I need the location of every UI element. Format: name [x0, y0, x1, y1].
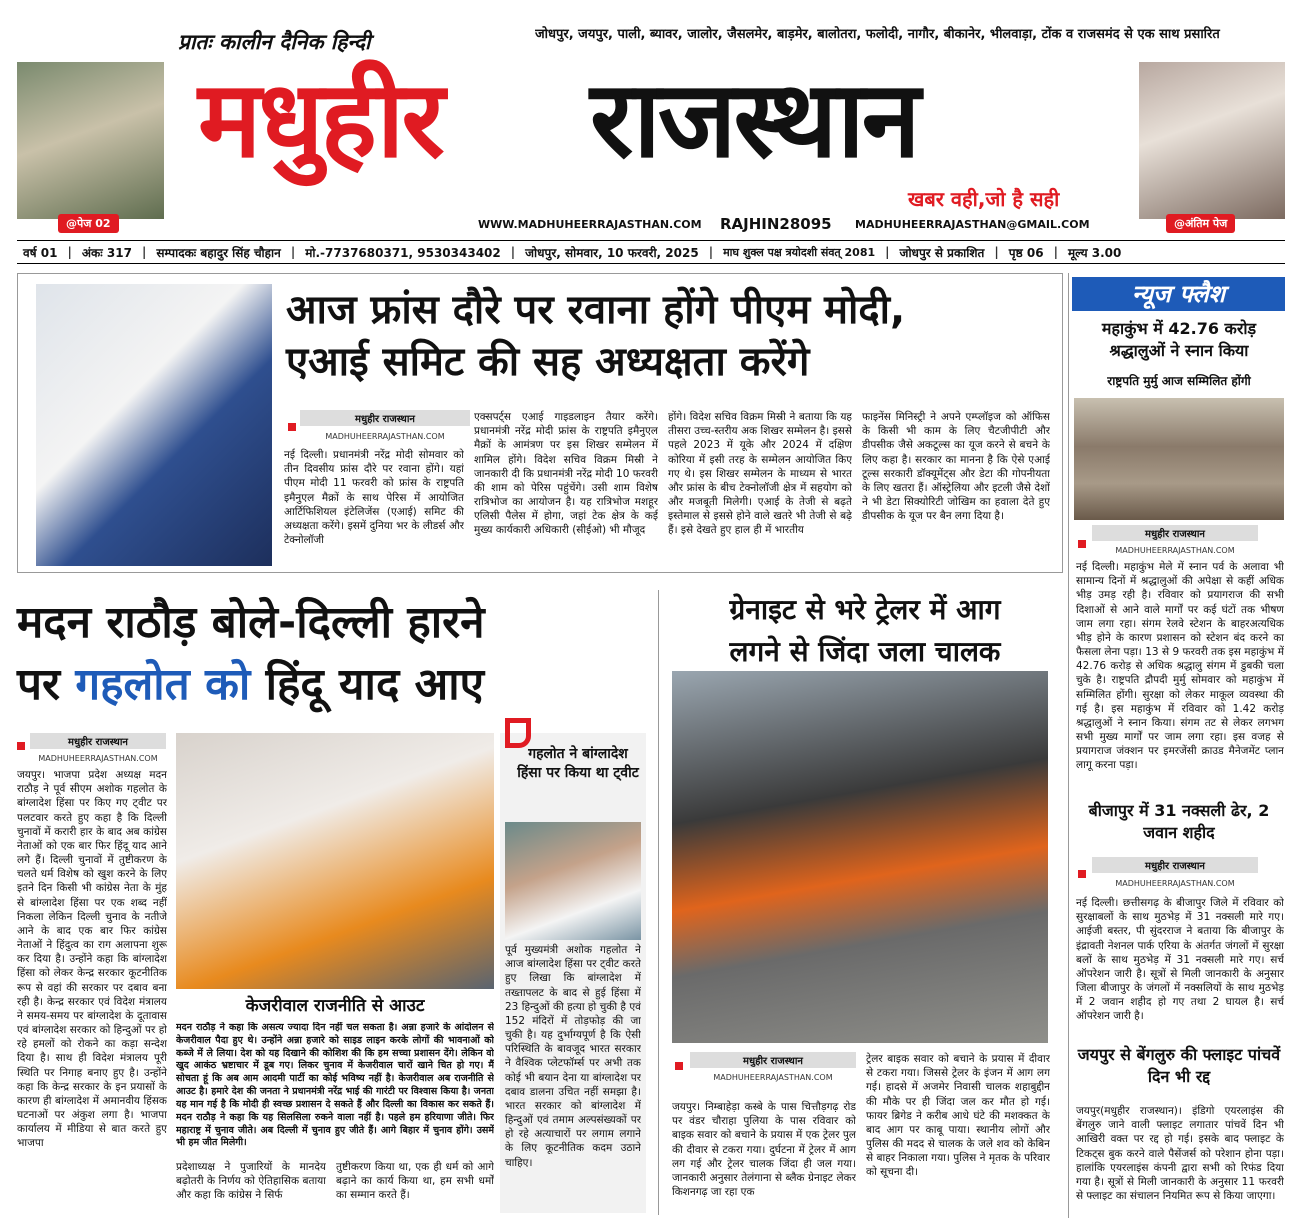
column-divider	[658, 590, 659, 1215]
gehlot-sidebar-title: गहलोत ने बांग्लादेश हिंसा पर किया था ट्वीट	[517, 746, 639, 781]
lead-headline-line2[interactable]: एआई समिट की सह अध्यक्षता करेंगे	[286, 339, 810, 385]
issue-year: वर्ष 01	[23, 245, 58, 260]
rathore-headline-part: पर	[17, 659, 76, 710]
issue-date: जोधपुर, सोमवार, 10 फरवरी, 2025	[525, 245, 699, 260]
right-teaser-photo[interactable]	[1139, 62, 1285, 219]
granite-byline-web: MADHUHEERRAJASTHAN.COM	[713, 1073, 833, 1082]
lead-photo-modi[interactable]	[36, 284, 272, 566]
page-number: पृष्ठ 06	[1008, 245, 1044, 260]
byline-marker	[1078, 540, 1086, 548]
newsflash-headline-2[interactable]: बीजापुर में 31 नक्सली ढेर, 2 जवान शहीद	[1088, 801, 1270, 843]
granite-col-1: जयपुर। निम्बाहेड़ा कस्बे के पास चित्तौड़गढ़ रोड पर वंडर चौराहा पुलिया के पास रविवार को बाइक सवार को बचाने के प्रयास में एक ट्रेलर पुल की दीवार से टकरा गया। दुर्घटना में ट्रेलर में आग लग गई और ट्रेलर चालक जिंदा ही जल गया। जानकारी अनुसार तेलंगाना से ब्लैक ग्रेनाइट लेकर किशनगढ़ जा रहा एक	[672, 1101, 856, 1199]
right-teaser-tag[interactable]: @अंतिम पेज	[1166, 214, 1235, 233]
byline-marker	[1078, 870, 1086, 878]
rathore-headline-highlight: गहलोत को	[75, 659, 251, 710]
issue-info-bar: वर्ष 01 | अंकः 317 | सम्पादकः बहादुर सिंह चौहान | मो.-7737680371, 9530343402 | जोधपुर, सोमवार, 10 फरवरी, 2025 | माघ शुक्ल पक्ष त्रयोदशी संवत् 2081 | जोधपुर से प्रकाशित | पृष्ठ 06 | मूल्य 3.00	[17, 240, 1285, 264]
rathore-photo-caption: केजरीवाल राजनीति से आउट	[245, 996, 425, 1016]
lead-col-2: एक्सपर्ट्स एआई गाइडलाइन तैयार करेंगे। प्रधानमंत्री नरेंद्र मोदी फ्रांस के राष्ट्रपति इमैनुएल मैक्रों के आमंत्रण पर इस शिखर सम्मेलन में शामिल होंगे। विदेश सचिव विक्रम मिस्री ने जानकारी दी कि प्रधानमंत्री नरेंद्र मोदी 10 फरवरी की शाम को पेरिस पहुंचेंगे। उसी शाम विशेष रात्रिभोज का आयोजन है। यह रात्रिभोज मशहूर एलिसी पैलेस में होगा, जहां टेक क्षेत्र के कई मुख्य कार्यकारी अधिकारी (सीईओ) भी मौजूद	[474, 411, 658, 537]
newsflash-headline-3[interactable]: जयपुर से बेंगलुरु की फ्लाइट पांचवें दिन भी रद्द	[1077, 1045, 1281, 1086]
lead-headline-line1[interactable]: आज फ्रांस दौरे पर रवाना होंगे पीएम मोदी,	[286, 287, 906, 333]
masthead-title-red: मधुहीर	[198, 56, 442, 181]
lead-col-1: नई दिल्ली। प्रधानमंत्री नरेंद्र मोदी सोमवार को तीन दिवसीय फ्रांस दौरे पर रवाना होंगे। यहां पीएम मोदी 11 फरवरी को फ्रांस के राष्ट्रपति इमैनुएल मैक्रों के साथ पेरिस में आयोजित आर्टिफिशियल इंटेलिजेंस (एआई) समिट की अध्यक्षता करेंगे। इसमें दुनिया भर के लीडर्स और टेक्नोलॉजी	[284, 449, 464, 547]
granite-headline-line1[interactable]: ग्रेनाइट से भरे ट्रेलर में आग	[729, 593, 1001, 626]
gehlot-photo[interactable]	[505, 822, 641, 940]
lead-byline-web: MADHUHEERRAJASTHAN.COM	[325, 432, 445, 441]
granite-fire-photo[interactable]	[672, 671, 1048, 1043]
editor-mobile: मो.-7737680371, 9530343402	[305, 245, 501, 260]
gehlot-sidebar-body: पूर्व मुख्यमंत्री अशोक गहलोत ने आज बांग्लादेश हिंसा पर ट्वीट करते हुए लिखा कि बांग्लादेश में तख्तापलट के बाद से हुई हिंसा में 23 हिन्दुओं की हत्या हो चुकी है एवं 152 मंदिरों में तोड़फोड़ की जा चुकी है। यह दुर्भाग्यपूर्ण है कि ऐसी परिस्थिति के बावजूद भारत सरकार ने वैश्विक प्लेटफॉर्म्स पर अभी तक कोई भी बयान देना या बांग्लादेश पर दबाव डालना उचित नहीं समझा है। भारत सरकार को बांग्लादेश में हिन्दुओं एवं तमाम अल्पसंख्यकों पर हो रहे अत्याचारों पर लगाम लगाने के लिए कूटनीतिक कदम उठाने चाहिए।	[505, 944, 641, 1169]
newsflash-subheadline-1: राष्ट्रपति मुर्मु आज सम्मिलित होंगी	[1107, 374, 1251, 388]
rathore-foot-col-1: प्रदेशाध्यक्ष ने पुजारियों के मानदेय बढ़ोतरी के निर्णय को ऐतिहासिक बताया और कहा कि कांग्रेस ने सिर्फ	[176, 1161, 326, 1202]
newsflash-headline-1[interactable]: महाकुंभ में 42.76 करोड़ श्रद्धालुओं ने स्नान किया	[1101, 319, 1257, 360]
quote-icon	[505, 718, 531, 748]
lead-col-4: फाइनेंस मिनिस्ट्री ने अपने एम्प्लॉइज को ऑफिस के किसी भी काम के लिए चैटजीपीटी और डीपसीक जैसे अकटूल्स का यूज करने से बचने के लिए कहा है। सरकार का मानना है कि ऐसे एआई टूल्स सरकारी डॉक्यूमेंट्स और डेटा की गोपनीयता के लिए खतरा हैं। ऑस्ट्रेलिया और इटली जैसे देशों ने भी डेटा सिक्योरिटी जोखिम का हवाला देते हुए डीपसीक के यूज पर बैन लगा दिया है।	[862, 411, 1050, 523]
lead-byline: मधुहीर राजस्थान	[300, 410, 470, 426]
masthead-slogan: खबर वही,जो है सही	[908, 187, 1060, 211]
publish-place: जोधपुर से प्रकाशित	[899, 245, 985, 260]
rathore-caption-body: मदन राठौड़ ने कहा कि असत्य ज्यादा दिन नहीं चल सकता है। अन्ना हजारे के आंदोलन से केजरीवाल पैदा हुए थे। उन्होंने अन्ना हजारे को साइड लाइन करके लोगों की भावनाओं को कब्जे में ले लिया। देश को यह दिखाने की कोशिश की कि हम सच्चा प्रशासन देंगे। लेकिन वो खुद आकंठ भ्रष्टाचार में डूब गए। लिकर चुनाव में केजरीवाल चारों खाने चित हो गए। मैं सोचता हूं कि अब आम आदमी पार्टी का कोई भविष्य नहीं है। केजरीवाल अब राजनीति से आउट है। हमारे देश की जनता ने प्रधानमंत्री नरेंद्र भाई की गारंटी पर विश्वास किया है। जनता यह मान गई है कि मोदी ही स्वच्छ प्रशासन दे सकते हैं और दिल्ली का विकास कर सकते हैं। मदन राठौड़ ने कहा कि यह सिलसिला रुकने वाला नहीं है। पहले हम हरियाणा जीते। फिर महाराष्ट्र में चुनाव जीते। अब दिल्ली में चुनाव हुए जीते हैं। आगे बिहार में चुनाव होंगे। उसमें भी हम जीत मिलेगी।	[176, 1022, 494, 1149]
granite-headline-line2[interactable]: लगने से जिंदा जला चालक	[729, 635, 1001, 668]
rathore-headline-line2[interactable]	[17, 660, 484, 709]
newsflash-byline-2: मधुहीर राजस्थान	[1092, 857, 1258, 873]
rathore-headline-line1[interactable]: मदन राठौड़ बोले-दिल्ली हारने	[17, 597, 485, 648]
kumbh-crowd-photo[interactable]	[1074, 398, 1284, 520]
website-link[interactable]: WWW.MADHUHEERRAJASTHAN.COM	[478, 218, 702, 231]
newsflash-body-1: नई दिल्ली। महाकुंभ मेले में स्नान पर्व के अलावा भी सामान्य दिनों में श्रद्धालुओं की अपेक्षा से कहीं अधिक भीड़ उमड़ रही है। रविवार को प्रयागराज की सभी दिशाओं से आने वाले मार्गों पर कई घंटों तक भीषण जाम लगा रहा। संगम रेलवे स्टेशन के बाहरअत्यधिक भीड़ होने के कारण प्रशासन को स्टेशन बंद करने का फैसला लेना पड़ा। 13 से 9 फरवरी तक इस महाकुंभ में 42.76 करोड़ से अधिक श्रद्धालु संगम में डुबकी चला चुके है। राष्ट्रपति द्रौपदी मुर्मु सोमवार को महाकुंभ में सम्मिलित होंगी। सुरक्षा को लेकर माकूल व्यवस्था की गई है। इस महाकुंभ में रविवार को 1.42 करोड़ श्रद्धालुओं ने स्नान किया। संगम तट से लेकर लगभग सभी मुख्य मार्गों पर जाम लगा रहा। इस वजह से प्रयागराज जंक्शन पर इमरजेंसी क्राउड मैनेजमेंट प्लान लागू करना पड़ा।	[1076, 561, 1284, 772]
left-teaser-photo[interactable]	[17, 62, 164, 219]
registration-number: RAJHIN28095	[720, 215, 832, 233]
rathore-byline-web: MADHUHEERRAJASTHAN.COM	[38, 754, 158, 763]
column-divider	[1068, 273, 1069, 1218]
left-teaser-tag[interactable]: @पेज 02	[58, 214, 119, 233]
granite-col-2: ट्रेलर बाइक सवार को बचाने के प्रयास में दीवार से टकरा गया। जिससे ट्रेलर के इंजन में आग लग गई। हादसे में अजमेर निवासी चालक शहाबुद्दीन की मौके पर ही जिंदा जल कर मौत हो गई। फायर ब्रिगेड ने करीब आधे घंटे की मशक्कत के बाद आग पर काबू पाया। स्थानीय लोगों और पुलिस की मदद से चालक के जले शव को केबिन से बाहर निकाला गया। पुलिस ने मृतक के परिवार को सूचना दी।	[866, 1053, 1050, 1179]
newsflash-body-2: नई दिल्ली। छत्तीसगढ़ के बीजापुर जिले में रविवार को सुरक्षाबलों के साथ मुठभेड़ में 31 नक्सली मारे गए। आईजी बस्तर, पी सुंदरराज ने बताया कि बीजापुर के इंद्रावती नेशनल पार्क एरिया के अंतर्गत जंगलों में सुरक्षा बलों के साथ मुठभेड़ में 31 नक्सली मारे गए। सर्च ऑपरेशन जारी है। सूत्रों से मिली जानकारी के अनुसार जिला बीजापुर के जंगलों में नक्सलियों के साथ मुठभेड़ में 2 जवान शहीद हो गए तथा 2 घायल है। सर्च ऑपरेशन जारी है।	[1076, 897, 1284, 1023]
rathore-photo[interactable]	[176, 733, 494, 989]
email-link[interactable]: MADHUHEERRAJASTHAN@GMAIL.COM	[855, 218, 1090, 231]
masthead-title-black: राजस्थान	[590, 56, 918, 181]
rathore-foot-col-2: तुष्टीकरण किया था, एक ही धर्म को आगे बढ़ाने का कार्य किया था, हम सभी धर्मों का सम्मान करते हैं।	[336, 1161, 494, 1202]
byline-marker	[675, 1062, 683, 1070]
issue-number: अंकः 317	[81, 245, 132, 260]
price: मूल्य 3.00	[1067, 245, 1122, 260]
editor-name: सम्पादकः बहादुर सिंह चौहान	[156, 245, 281, 260]
rathore-headline-part: हिंदू याद आए	[250, 659, 484, 710]
rathore-byline: मधुहीर राजस्थान	[30, 733, 166, 749]
masthead-tagline: प्रातः कालीन दैनिक हिन्दी	[178, 30, 371, 54]
newsflash-banner: न्यूज फ्लैश	[1072, 277, 1285, 311]
rathore-col-1: जयपुर। भाजपा प्रदेश अध्यक्ष मदन राठौड़ ने पूर्व सीएम अशोक गहलोत के बांग्लादेश हिंसा पर किए गए ट्वीट पर पलटवार करते हुए कहा है कि दिल्ली चुनावों में करारी हार के बाद अब कांग्रेस नेताओं को एक बार फिर हिंदू याद आने लगे हैं। दिल्ली चुनावों में तुष्टीकरण के चलते धर्म विशेष को खुश करने के लिए इतने दिन किसी भी कांग्रेस नेता के मुंह से बांग्लादेश हिंसा पर एक शब्द नहीं निकला लेकिन दिल्ली चुनाव के नतीजे आने के बाद एक बार फिर कांग्रेस नेताओं ने हिंदुत्व का राग अलापना शुरू कर दिया है। उन्होंने कहा कि बांग्लादेश हिंसा को लेकर केन्द्र सरकार कूटनीतिक रूप से वहां की सरकार पर दबाव बना रही है। केन्द्र सरकार एवं विदेश मंत्रालय ने समय-समय पर बांग्लादेश के दूतावास एवं बांग्लादेश सरकार को हिन्दुओं पर हो रहे हमलों को रोकने का कड़ा सन्देश दिया है। साथ ही विदेश मंत्रालय पूरी स्थिति पर निगाह बनाए हुए है। उन्होंने कहा कि केन्द्र सरकार के इन प्रयासों के कारण ही बांग्लादेश में अमानवीय हिंसक घटनाओं पर अंकुश लगा है। भाजपा कार्यालय में मीडिया से बात करते हुए भाजपा	[17, 769, 167, 1150]
byline-marker	[288, 423, 296, 431]
edition-list: जोधपुर, जयपुर, पाली, ब्यावर, जालोर, जैसलमेर, बाड़मेर, बालोतरा, फलोदी, नागौर, बीकानेर, भीलवाड़ा, टोंक व राजसमंद से एक साथ प्रसारित	[535, 27, 1220, 42]
byline-marker	[17, 742, 25, 750]
newsflash-byline-1: मधुहीर राजस्थान	[1092, 525, 1258, 541]
granite-byline: मधुहीर राजस्थान	[690, 1052, 856, 1068]
newsflash-byline-web-1: MADHUHEERRAJASTHAN.COM	[1115, 546, 1235, 555]
newsflash-body-3: जयपुर(मधुहीर राजस्थान)। इंडिगो एयरलाइंस की बेंगलुरु जाने वाली फ्लाइट लगातार पांचवें दिन भी आखिरी वक्त पर रद्द हो गई। इसके बाद फ्लाइट के टिकट्स बुक करने वाले पैसेंजर्स को परेशान होना पड़ा। हालांकि एयरलाइंस कंपनी द्वारा सभी को रिफंड दिया गया है। सूत्रों से मिली जानकारी के अनुसार 11 फरवरी से फ्लाइट का संचालन नियमित रूप से किया जाएगा।	[1076, 1105, 1284, 1203]
panchang-date: माघ शुक्ल पक्ष त्रयोदशी संवत् 2081	[723, 245, 876, 259]
lead-col-3: होंगे। विदेश सचिव विक्रम मिस्री ने बताया कि यह तीसरा उच्च-स्तरीय अक शिखर सम्मेलन है। इससे पहले 2023 में यूके और 2024 में दक्षिण कोरिया में इसी तरह के सम्मेलन आयोजित किए गए थे। इस शिखर सम्मेलन के माध्यम से भारत और फ्रांस के बीच टेक्नोलॉजी क्षेत्र में सहयोग को और मजबूती मिलेगी। एआई के तेजी से बढ़ते इस्तेमाल से इससे होने वाले खतरे भी तेजी से बढ़े हैं। इसे देखते हुए हाल ही में भारतीय	[668, 411, 852, 537]
newsflash-byline-web-2: MADHUHEERRAJASTHAN.COM	[1115, 879, 1235, 888]
